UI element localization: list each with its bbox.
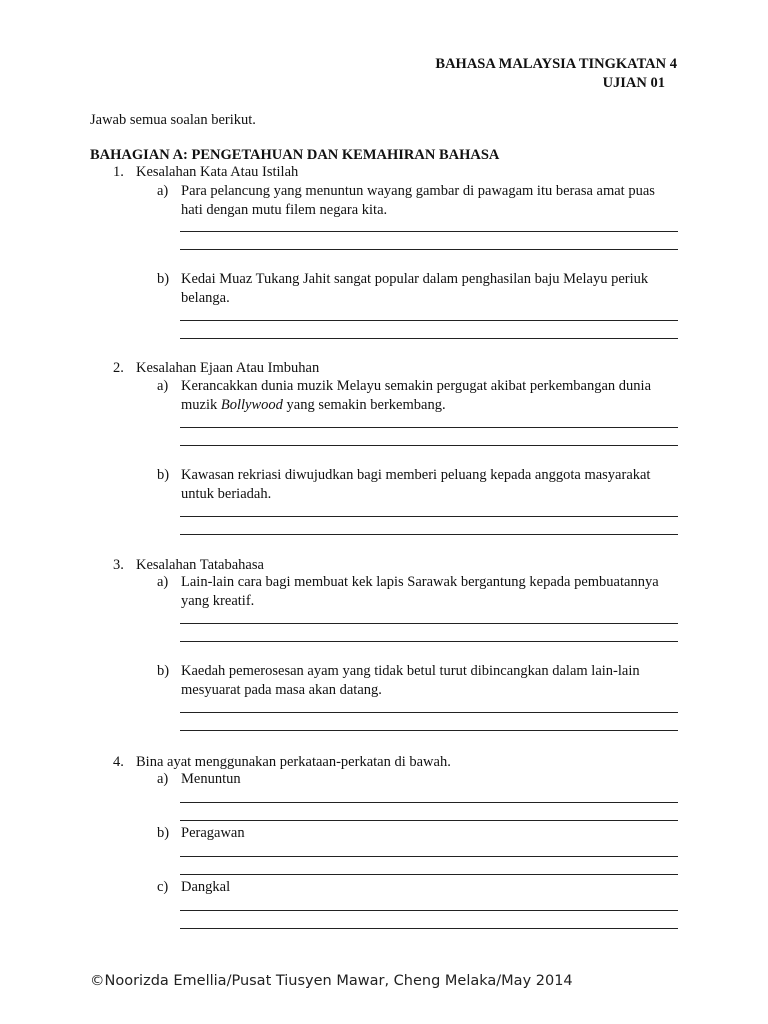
answer-line[interactable] — [180, 249, 678, 250]
answer-line[interactable] — [180, 445, 678, 446]
italic-term: Bollywood — [220, 397, 283, 413]
answer-line[interactable] — [180, 874, 678, 875]
item-text — [181, 270, 681, 308]
item-text — [181, 182, 681, 220]
answer-line[interactable] — [180, 820, 678, 821]
item-line: Peragawan — [181, 825, 245, 841]
question-title: Kesalahan Tatabahasa — [136, 557, 264, 573]
item-letter: a) — [157, 574, 169, 590]
item-letter: a) — [157, 771, 169, 787]
item-line: Kaedah pemerosesan ayam yang tidak betul turut dibincangkan dalam lain-lain — [181, 663, 640, 679]
item-line: Kerancakkan dunia muzik Melayu semakin pergugat akibat perkembangan dunia — [181, 378, 652, 394]
item-text — [181, 466, 681, 504]
item-line: yang semakin berkembang. — [282, 397, 446, 413]
answer-line[interactable] — [180, 534, 678, 535]
answer-line[interactable] — [180, 712, 678, 713]
footer-copyright: ©Noorizda Emellia/Pusat Tiusyen Mawar, Cheng Melaka/May 2014 — [90, 973, 573, 989]
answer-line[interactable] — [180, 802, 678, 803]
item-line: Lain-lain cara bagi membuat kek lapis Sarawak bergantung kepada pembuatannya — [181, 574, 659, 590]
item-text — [181, 377, 681, 415]
answer-line[interactable] — [180, 320, 678, 321]
item-line: mesyuarat pada masa akan datang. — [181, 682, 382, 698]
question-number: 2. — [113, 360, 124, 376]
item-text — [181, 662, 681, 700]
item-line: Kawasan rekriasi diwujudkan bagi memberi peluang kepada anggota masyarakat — [181, 467, 651, 483]
test-label: UJIAN 01 — [602, 75, 665, 91]
item-letter: a) — [157, 183, 169, 199]
item-text — [181, 824, 681, 843]
item-text — [181, 878, 681, 897]
item-letter: b) — [157, 825, 170, 841]
answer-line[interactable] — [180, 623, 678, 624]
question-title: Kesalahan Ejaan Atau Imbuhan — [136, 360, 320, 376]
item-line: belanga. — [181, 290, 230, 306]
document-title: BAHASA MALAYSIA TINGKATAN 4 — [435, 56, 677, 72]
question-title: Kesalahan Kata Atau Istilah — [136, 164, 299, 180]
item-letter: b) — [157, 663, 170, 679]
item-line: Para pelancung yang menuntun wayang gambar di pawagam itu berasa amat puas — [181, 183, 655, 199]
item-line: yang kreatif. — [181, 593, 255, 609]
section-title: BAHAGIAN A: PENGETAHUAN DAN KEMAHIRAN BAHASA — [90, 147, 500, 163]
instruction-text: Jawab semua soalan berikut. — [90, 112, 256, 128]
item-letter: c) — [157, 879, 169, 895]
item-line: Dangkal — [181, 879, 231, 895]
question-title: Bina ayat menggunakan perkataan-perkatan di bawah. — [136, 754, 451, 770]
item-line: untuk beriadah. — [181, 486, 272, 502]
question-number: 3. — [113, 557, 124, 573]
item-letter: b) — [157, 271, 170, 287]
answer-line[interactable] — [180, 231, 678, 232]
item-letter: a) — [157, 378, 169, 394]
answer-line[interactable] — [180, 856, 678, 857]
item-line: muzik — [181, 397, 221, 413]
item-text — [181, 573, 681, 611]
question-number: 1. — [113, 164, 124, 180]
answer-line[interactable] — [180, 730, 678, 731]
item-letter: b) — [157, 467, 170, 483]
item-line: Kedai Muaz Tukang Jahit sangat popular dalam penghasilan baju Melayu periuk — [181, 271, 649, 287]
question-number: 4. — [113, 754, 124, 770]
answer-line[interactable] — [180, 427, 678, 428]
item-text — [181, 770, 681, 789]
answer-line[interactable] — [180, 516, 678, 517]
answer-line[interactable] — [180, 641, 678, 642]
answer-line[interactable] — [180, 338, 678, 339]
answer-line[interactable] — [180, 910, 678, 911]
item-line: hati dengan mutu filem negara kita. — [181, 202, 388, 218]
item-line: Menuntun — [181, 771, 241, 787]
answer-line[interactable] — [180, 928, 678, 929]
